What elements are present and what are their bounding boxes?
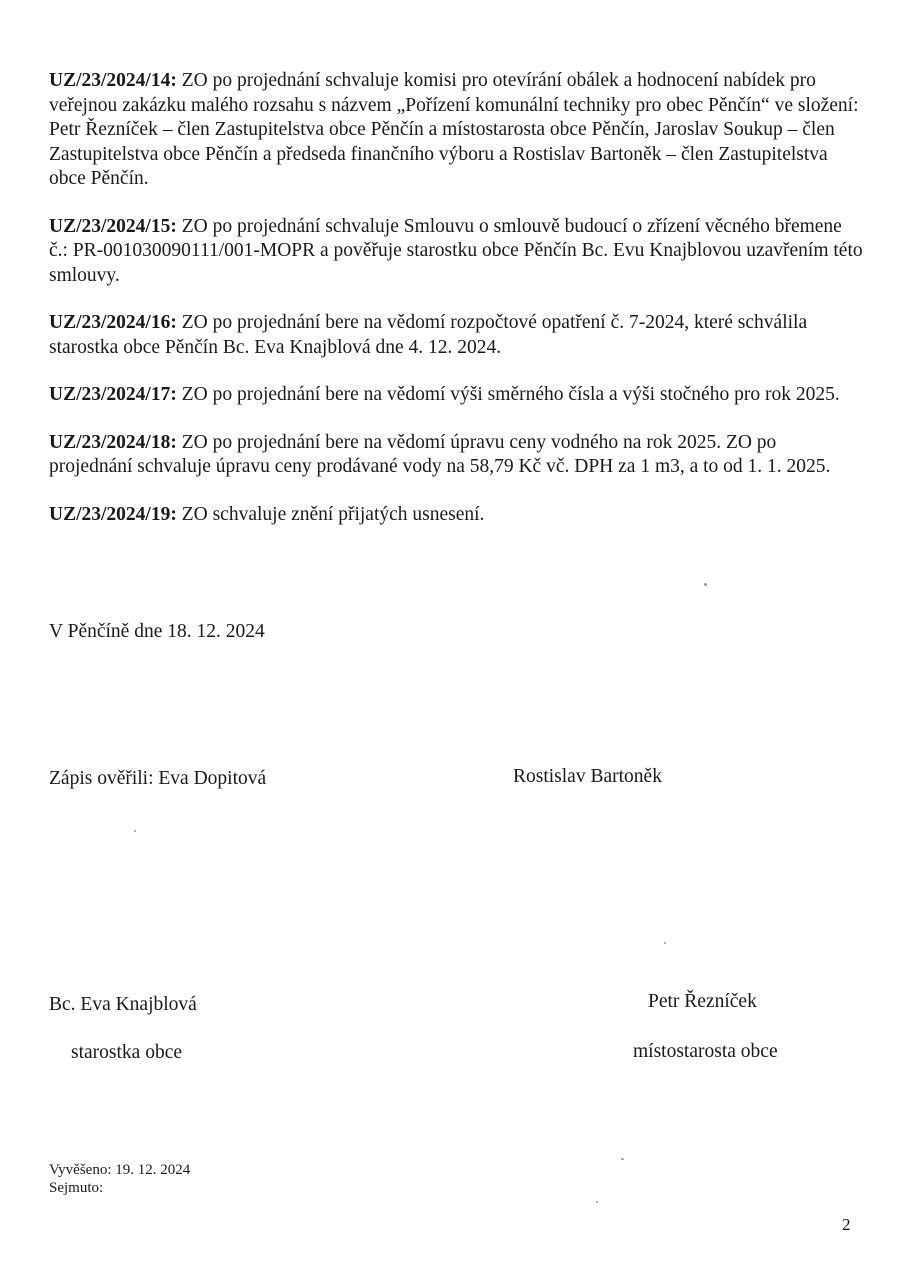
scan-speck	[621, 1158, 624, 1160]
resolution-19	[49, 503, 864, 528]
resolution-code: UZ/23/2024/16:	[49, 312, 177, 333]
verifier-name: Rostislav Bartoněk	[513, 766, 662, 787]
resolution-15	[49, 215, 864, 289]
posted-date: Vyvěšeno: 19. 12. 2024	[49, 1162, 191, 1178]
resolution-code: UZ/23/2024/14:	[49, 70, 177, 91]
resolution-code: UZ/23/2024/15:	[49, 215, 177, 237]
place-and-date: V Pěnčíně dne 18. 12. 2024	[49, 621, 265, 642]
resolution-code: UZ/23/2024/19:	[49, 503, 177, 525]
scan-speck	[704, 583, 707, 586]
page-number: 2	[842, 1215, 851, 1234]
resolution-text: ZO schvaluje znění přijatých usnesení.	[176, 503, 485, 525]
scan-speck	[596, 1201, 598, 1203]
resolution-18	[49, 431, 864, 480]
verified-by: Zápis ověřili: Eva Dopitová	[49, 768, 267, 789]
scan-speck	[134, 830, 136, 832]
resolution-code: UZ/23/2024/17:	[49, 384, 177, 405]
deputy-mayor-role: místostarosta obce	[633, 1041, 778, 1062]
scan-speck	[664, 942, 666, 944]
resolution-16	[49, 311, 864, 360]
removed-date: Sejmuto:	[49, 1180, 104, 1196]
resolution-14	[49, 69, 864, 192]
posting-footer	[49, 1161, 190, 1197]
resolution-text: ZO po projednání bere na vědomí úpravu ceny vodného na rok 2025. ZO po projednání schvaluje úpravu ceny prodávané vody na 58,79 Kč vč. DPH za 1 m3, a to od 1. 1. 2025.	[49, 431, 831, 477]
resolution-text: ZO po projednání schvaluje Smlouvu o smlouvě budoucí o zřízení věcného břemene č.: PR-001030090111/001-MOPR a pověřuje starostku obce Pěnčín Bc. Evu Knajblovou uzavřením této smlouvy.	[49, 215, 863, 286]
resolution-text: ZO po projednání schvaluje komisi pro otevírání obálek a hodnocení nabídek pro veřejnou zakázku malého rozsahu s názvem „Pořízení komunální techniky pro obec Pěnčín“ ve složení: Petr Řezníček – člen Zastupitelstva obce Pěnčín a místostarosta obce Pěnčín, Jaroslav Soukup – člen Zastupitelstva obce Pěnčín a předseda finančního výboru a Rostislav Bartoněk – člen Zastupitelstva obce Pěnčín.	[49, 70, 859, 189]
mayor-role: starostka obce	[71, 1042, 183, 1063]
resolution-code: UZ/23/2024/18:	[49, 431, 177, 453]
mayor-name: Bc. Eva Knajblová	[49, 994, 197, 1015]
resolution-text: ZO po projednání bere na vědomí výši směrného čísla a výši stočného pro rok 2025.	[176, 384, 840, 405]
resolution-text: ZO po projednání bere na vědomí rozpočtové opatření č. 7-2024, které schválila starostka obce Pěnčín Bc. Eva Knajblová dne 4. 12. 2024.	[49, 312, 808, 358]
resolutions-list	[49, 69, 864, 550]
resolution-17	[49, 383, 864, 408]
deputy-mayor-name: Petr Řezníček	[648, 991, 757, 1012]
